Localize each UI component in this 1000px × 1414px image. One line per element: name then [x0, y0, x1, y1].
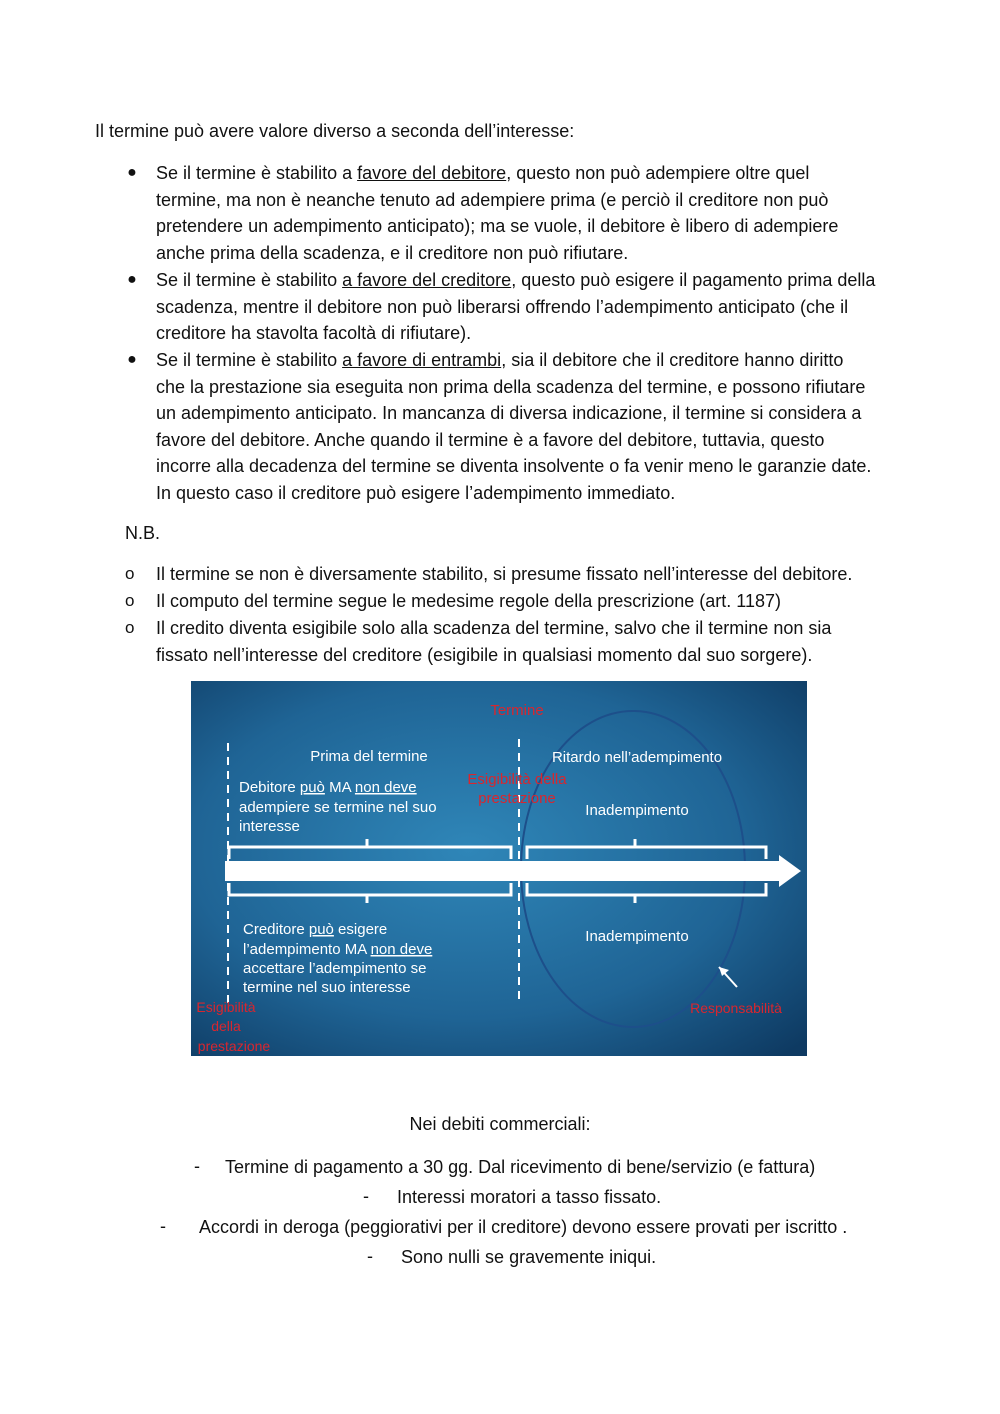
commerciali-item: Sono nulli se gravemente iniqui.: [401, 1247, 657, 1267]
debitore-text-underlined: può: [299, 779, 325, 796]
creditore-text: esigere: [333, 921, 388, 938]
bullet-line: che la prestazione sia eseguita non prima della scadenza del termine, e possono rifiutare: [156, 376, 866, 397]
creditore-text-underlined: può: [308, 921, 334, 938]
bullet-line: scadenza, mentre il debitore non può liberarsi offrendo l’adempimento anticipato (che il: [156, 296, 849, 317]
bullet-marker: ●: [127, 351, 137, 368]
nb-line: fissato nell’interesse del creditore (esigibile in qualsiasi momento dal suo sorgere).: [156, 644, 813, 665]
bullet-line: favore del debitore. Anche quando il termine è a favore del debitore, tuttavia, questo: [156, 429, 825, 450]
bullet-line: un adempimento anticipato. In mancanza di diversa indicazione, il termine si considera a: [156, 403, 862, 424]
underlined-term: a favore del creditore: [342, 270, 512, 290]
debitore-line: adempiere se termine nel suo: [239, 799, 437, 816]
inadempimento-top-label: Inadempimento: [585, 802, 689, 819]
ritardo-label: Ritardo nell’adempimento: [551, 749, 723, 766]
debitore-line: [239, 779, 417, 796]
esigibilita-left-label: Esigibilità: [196, 999, 256, 1015]
commerciali-item: Interessi moratori a tasso fissato.: [397, 1187, 662, 1207]
bullet-text: , sia il debitore che il creditore hanno diritto: [501, 350, 844, 370]
nb-line: Il computo del termine segue le medesime regole della prescrizione (art. 1187): [156, 591, 781, 611]
bullet-item: [125, 160, 905, 270]
dash-marker: -: [160, 1216, 166, 1236]
bullet-item: [125, 267, 905, 349]
creditore-line: [243, 941, 432, 958]
dash-marker: -: [367, 1246, 373, 1266]
debitore-text: MA: [324, 779, 355, 796]
creditore-line: accettare l’adempimento se: [243, 960, 427, 977]
underlined-term: a favore di entrambi: [342, 350, 502, 370]
bullet-line: pretendere un adempimento anticipato); ma se vuole, il debitore è libero di adempiere: [156, 216, 839, 237]
commerciali-title: Nei debiti commerciali:: [409, 1114, 591, 1134]
esigibilita-mid-label: prestazione: [478, 790, 556, 807]
bullet-text: Se il termine è stabilito: [156, 350, 343, 370]
bullet-line: incorre alla decadenza del termine se diventa insolvente o fa venir meno le garanzie date.: [156, 456, 872, 477]
debitore-text: Debitore: [239, 779, 300, 796]
debitore-line: interesse: [239, 818, 300, 835]
nb-line: Il termine se non è diversamente stabilito, si presume fissato nell’interesse del debitore.: [156, 564, 853, 584]
prima-label: Prima del termine: [310, 748, 428, 765]
bullet-text: Se il termine è stabilito: [156, 270, 343, 290]
bullet-marker: ●: [127, 271, 137, 288]
esigibilita-left-label: prestazione: [197, 1038, 271, 1054]
nb-marker: o: [125, 618, 135, 637]
creditore-line: [243, 921, 387, 938]
commerciali-item: Termine di pagamento a 30 gg. Dal ricevimento di bene/servizio (e fattura): [225, 1157, 816, 1177]
esigibilita-mid-label: Esigibilità della: [467, 771, 567, 788]
nb-label: N.B.: [125, 523, 161, 543]
creditore-text: Creditore: [243, 921, 309, 938]
creditore-line: termine nel suo interesse: [243, 979, 411, 996]
dash-marker: -: [194, 1156, 200, 1176]
bullet-text: , questo può esigere il pagamento prima della: [511, 270, 876, 290]
commerciali-item: Accordi in deroga (peggiorativi per il creditore) devono essere provati per iscritto .: [199, 1217, 848, 1237]
termine-label: Termine: [490, 702, 544, 719]
debitore-text-underlined: non deve: [354, 779, 417, 796]
bullet-line: creditore ha stavolta facoltà di rifiutare).: [156, 323, 472, 344]
bullet-text: , questo non può adempiere oltre quel: [506, 163, 810, 183]
nb-marker: o: [125, 564, 135, 583]
bullet-marker: ●: [127, 164, 137, 181]
responsabilita-label: Responsabilità: [690, 1000, 782, 1016]
esigibilita-left-label: della: [211, 1018, 241, 1034]
bullet-line: termine, ma non è neanche tenuto ad adempiere prima (e perciò il creditore non può: [156, 189, 829, 210]
dash-marker: -: [363, 1186, 369, 1206]
nb-line: Il credito diventa esigibile solo alla scadenza del termine, salvo che il termine non sia: [156, 618, 832, 638]
bullet-line: anche prima della scadenza, e il creditore non può rifiutare.: [156, 242, 629, 263]
inadempimento-bottom-label: Inadempimento: [585, 928, 689, 945]
creditore-text-underlined: non deve: [370, 941, 433, 958]
nb-marker: o: [125, 591, 135, 610]
intro-paragraph: Il termine può avere valore diverso a seconda dell’interesse:: [95, 121, 575, 141]
bullet-item: [125, 347, 905, 512]
bullet-line: In questo caso il creditore può esigere l’adempimento immediato.: [156, 482, 676, 503]
underlined-term: favore del debitore: [357, 163, 507, 183]
bullet-text: Se il termine è stabilito a: [156, 163, 358, 183]
creditore-text: l’adempimento MA: [243, 941, 371, 958]
termine-diagram: [191, 681, 807, 1056]
